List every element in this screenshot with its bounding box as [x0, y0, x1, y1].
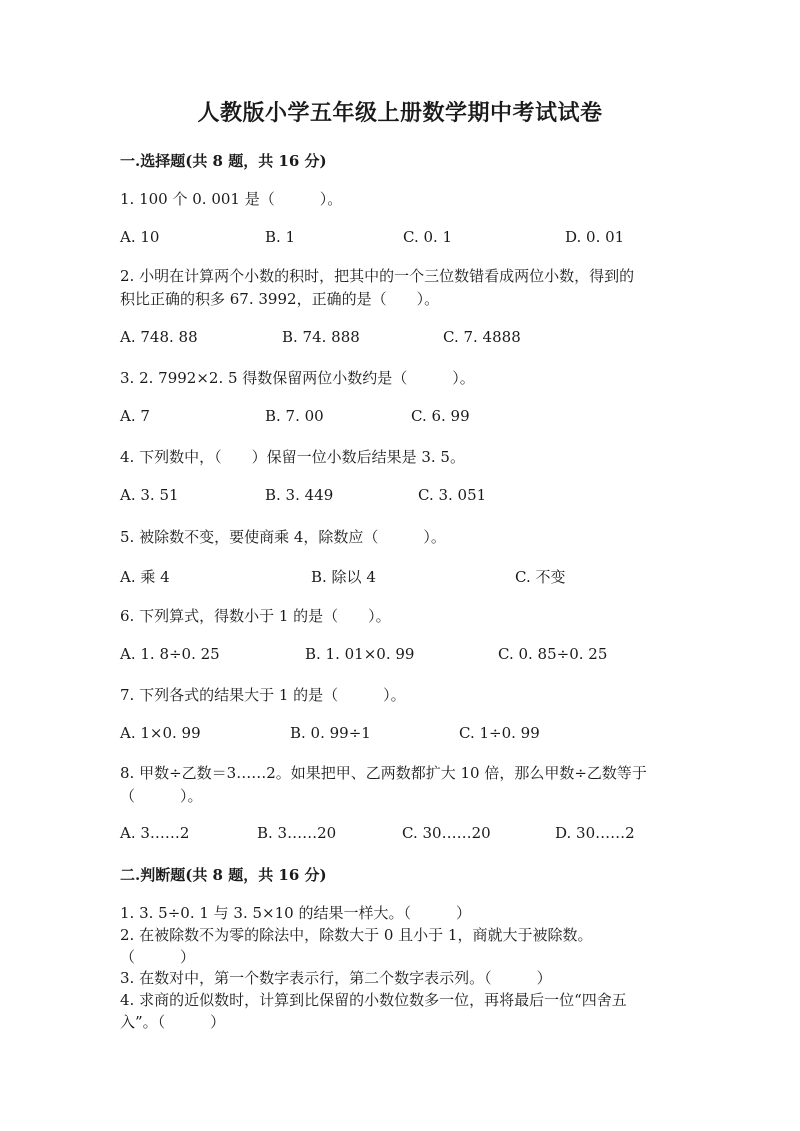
question-text: 6. 下列算式，得数小于 1 的是（ ）。 [120, 607, 391, 625]
question-text: 7. 下列各式的结果大于 1 的是（ ）。 [120, 686, 406, 704]
option-b: B. 除以 4 [311, 568, 376, 586]
option-a: A. 7 [120, 407, 150, 425]
option-b: B. 0. 99÷1 [290, 724, 371, 742]
question-3 [120, 367, 680, 390]
item-text: 3. 在数对中，第一个数字表示行，第二个数字表示列。（ ） [120, 969, 552, 987]
question-text-line-1: 8. 甲数÷乙数＝3……2。如果把甲、乙两数都扩大 10 倍，那么甲数÷乙数等于 [120, 764, 647, 782]
option-a: A. 1×0. 99 [120, 724, 201, 742]
question-1 [120, 188, 680, 211]
option-a: A. 3. 51 [120, 486, 179, 504]
section-heading-true-false: 二.判断题(共 8 题，共 16 分) [120, 866, 327, 884]
true-false-item-1 [120, 902, 700, 924]
option-b: B. 3……20 [257, 824, 337, 842]
option-a: A. 1. 8÷0. 25 [120, 645, 220, 663]
question-7 [120, 684, 680, 707]
item-text-line-1: 2. 在被除数不为零的除法中，除数大于 0 且小于 1，商就大于被除数。 [120, 926, 593, 944]
item-text: 1. 3. 5÷0. 1 与 3. 5×10 的结果一样大。（ ） [120, 904, 471, 922]
question-4 [120, 446, 680, 469]
question-text-line-2: 积比正确的积多 67. 3992，正确的是（ ）。 [120, 290, 440, 308]
option-c: C. 0. 85÷0. 25 [498, 645, 608, 663]
question-text-line-1: 2. 小明在计算两个小数的积时，把其中的一个三位数错看成两位小数，得到的 [120, 267, 635, 285]
option-b: B. 74. 888 [282, 328, 360, 346]
exam-title: 人教版小学五年级上册数学期中考试试卷 [197, 100, 603, 126]
true-false-item-4 [120, 989, 700, 1033]
option-b: B. 1. 01×0. 99 [305, 645, 415, 663]
option-a: A. 3……2 [120, 824, 190, 842]
question-5 [120, 526, 680, 549]
question-2 [120, 265, 680, 311]
question-6 [120, 605, 680, 628]
option-b: B. 1 [265, 228, 296, 246]
item-text-line-2: 入”。（ ） [120, 1013, 226, 1031]
option-c: C. 7. 4888 [443, 328, 521, 346]
option-c: C. 3. 051 [418, 486, 487, 504]
option-c: C. 不变 [515, 568, 566, 586]
option-c: C. 30……20 [402, 824, 491, 842]
option-d: D. 30……2 [555, 824, 635, 842]
item-text-line-2: （ ） [120, 948, 196, 966]
option-a: A. 乘 4 [120, 568, 170, 586]
question-text: 5. 被除数不变，要使商乘 4，除数应（ ）。 [120, 528, 446, 546]
question-text: 1. 100 个 0. 001 是（ ）。 [120, 190, 343, 208]
true-false-item-3 [120, 967, 700, 989]
question-text-line-2: （ ）。 [120, 787, 203, 805]
option-d: D. 0. 01 [565, 228, 625, 246]
question-8 [120, 762, 680, 808]
question-text: 4. 下列数中，（ ）保留一位小数后结果是 3. 5。 [120, 448, 465, 466]
item-text-line-1: 4. 求商的近似数时，计算到比保留的小数位数多一位，再将最后一位“四舍五 [120, 991, 627, 1009]
true-false-item-2 [120, 924, 700, 968]
option-c: C. 1÷0. 99 [459, 724, 540, 742]
section-heading-choice: 一.选择题(共 8 题，共 16 分) [120, 152, 327, 170]
option-b: B. 7. 00 [265, 407, 324, 425]
question-text: 3. 2. 7992×2. 5 得数保留两位小数约是（ ）。 [120, 369, 475, 387]
option-a: A. 748. 88 [120, 328, 198, 346]
option-c: C. 0. 1 [403, 228, 453, 246]
option-c: C. 6. 99 [411, 407, 470, 425]
option-a: A. 10 [120, 228, 160, 246]
option-b: B. 3. 449 [265, 486, 334, 504]
